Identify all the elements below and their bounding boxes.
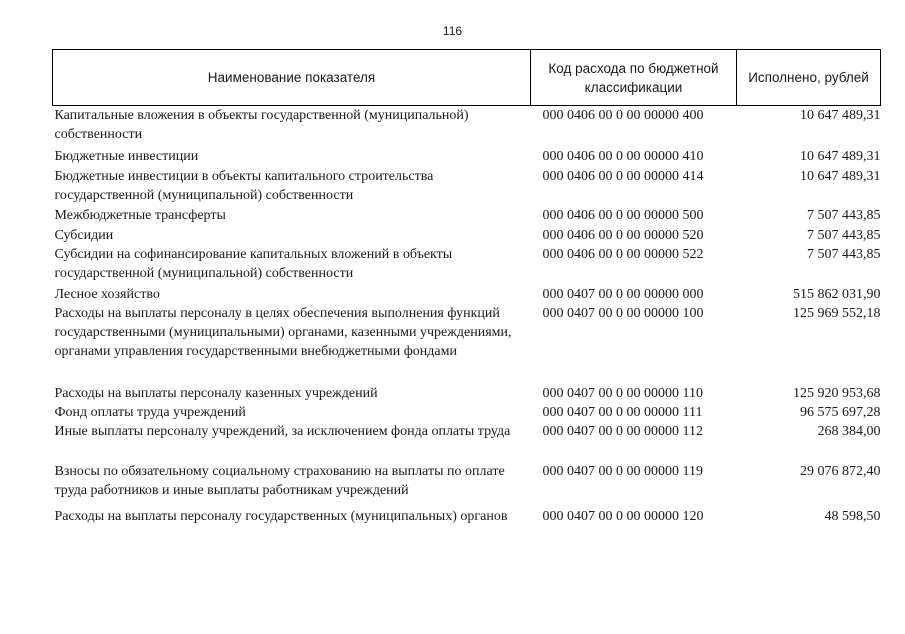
row-amount: 96 575 697,28 <box>800 404 881 420</box>
row-code: 000 0407 00 0 00 00000 000 <box>542 286 704 302</box>
row-code: 000 0406 00 0 00 00000 400 <box>542 108 704 123</box>
table-row <box>53 384 881 403</box>
row-amount: 515 862 031,90 <box>793 286 881 302</box>
row-code: 000 0406 00 0 00 00000 410 <box>542 148 704 164</box>
table-row <box>53 507 881 547</box>
row-name: Субсидии на софинансирование капитальных вложений в объекты государственной (муниципальной) собственности <box>54 246 453 281</box>
table-row <box>53 422 881 462</box>
table-row <box>53 206 881 226</box>
row-name: Иные выплаты персоналу учреждений, за исключением фонда оплаты труда <box>54 423 511 439</box>
row-amount: 268 384,00 <box>817 423 881 439</box>
row-amount: 10 647 489,31 <box>800 168 881 184</box>
row-amount: 7 507 443,85 <box>807 227 881 243</box>
table-row <box>53 285 881 304</box>
row-code: 000 0407 00 0 00 00000 111 <box>542 404 703 420</box>
row-name: Бюджетные инвестиции <box>54 148 199 164</box>
row-amount: 48 598,50 <box>824 508 881 524</box>
row-name: Субсидии <box>54 227 114 243</box>
header-code: Код расхода по бюджетной классификации <box>531 50 737 106</box>
row-code: 000 0407 00 0 00 00000 119 <box>542 463 703 479</box>
row-name: Расходы на выплаты персоналу казенных учреждений <box>54 385 378 401</box>
row-amount: 125 969 552,18 <box>793 305 881 321</box>
table-row <box>53 304 881 384</box>
page-number: 116 <box>442 24 463 38</box>
row-name: Межбюджетные трансферты <box>54 207 226 223</box>
row-name: Фонд оплаты труда учреждений <box>54 404 246 420</box>
row-amount: 125 920 953,68 <box>793 385 881 401</box>
row-code: 000 0407 00 0 00 00000 120 <box>542 508 704 524</box>
header-name: Наименование показателя <box>53 50 531 106</box>
table-row <box>53 226 881 245</box>
row-amount: 10 647 489,31 <box>800 148 881 164</box>
table-body <box>53 106 881 547</box>
table-row <box>53 462 881 507</box>
row-code: 000 0406 00 0 00 00000 414 <box>542 168 704 184</box>
row-amount: 29 076 872,40 <box>800 463 881 479</box>
table-row <box>53 403 881 422</box>
row-code: 000 0407 00 0 00 00000 110 <box>542 385 703 401</box>
row-name: Взносы по обязательному социальному страхованию на выплаты по оплате труда работников и иные выплаты работникам учреждений <box>54 463 505 498</box>
header-amount: Исполнено, рублей <box>737 50 881 106</box>
table-row <box>53 106 881 147</box>
row-code: 000 0406 00 0 00 00000 520 <box>542 227 704 243</box>
budget-execution-table <box>52 49 881 547</box>
row-amount: 7 507 443,85 <box>807 207 881 223</box>
row-name: Бюджетные инвестиции в объекты капитального строительства государственной (муниципальной) собственности <box>54 168 434 203</box>
table-row <box>53 147 881 167</box>
row-code: 000 0406 00 0 00 00000 522 <box>542 246 704 262</box>
table-row <box>53 245 881 285</box>
row-name: Расходы на выплаты персоналу государственных (муниципальных) органов <box>54 508 508 524</box>
row-code: 000 0407 00 0 00 00000 100 <box>542 305 704 321</box>
row-code: 000 0407 00 0 00 00000 112 <box>542 423 703 439</box>
row-amount: 7 507 443,85 <box>807 246 881 262</box>
row-code: 000 0406 00 0 00 00000 500 <box>542 207 704 223</box>
row-name: Расходы на выплаты персоналу в целях обеспечения выполнения функций государственными (муниципальными) органами, казенными учреждениями, органами управления государственными внебюджетными фондами <box>54 305 512 359</box>
row-amount: 10 647 489,31 <box>800 108 881 123</box>
table-header <box>53 50 881 106</box>
table-row <box>53 167 881 206</box>
row-name: Лесное хозяйство <box>54 286 160 302</box>
row-name: Капитальные вложения в объекты государственной (муниципальной) собственности <box>54 108 469 142</box>
